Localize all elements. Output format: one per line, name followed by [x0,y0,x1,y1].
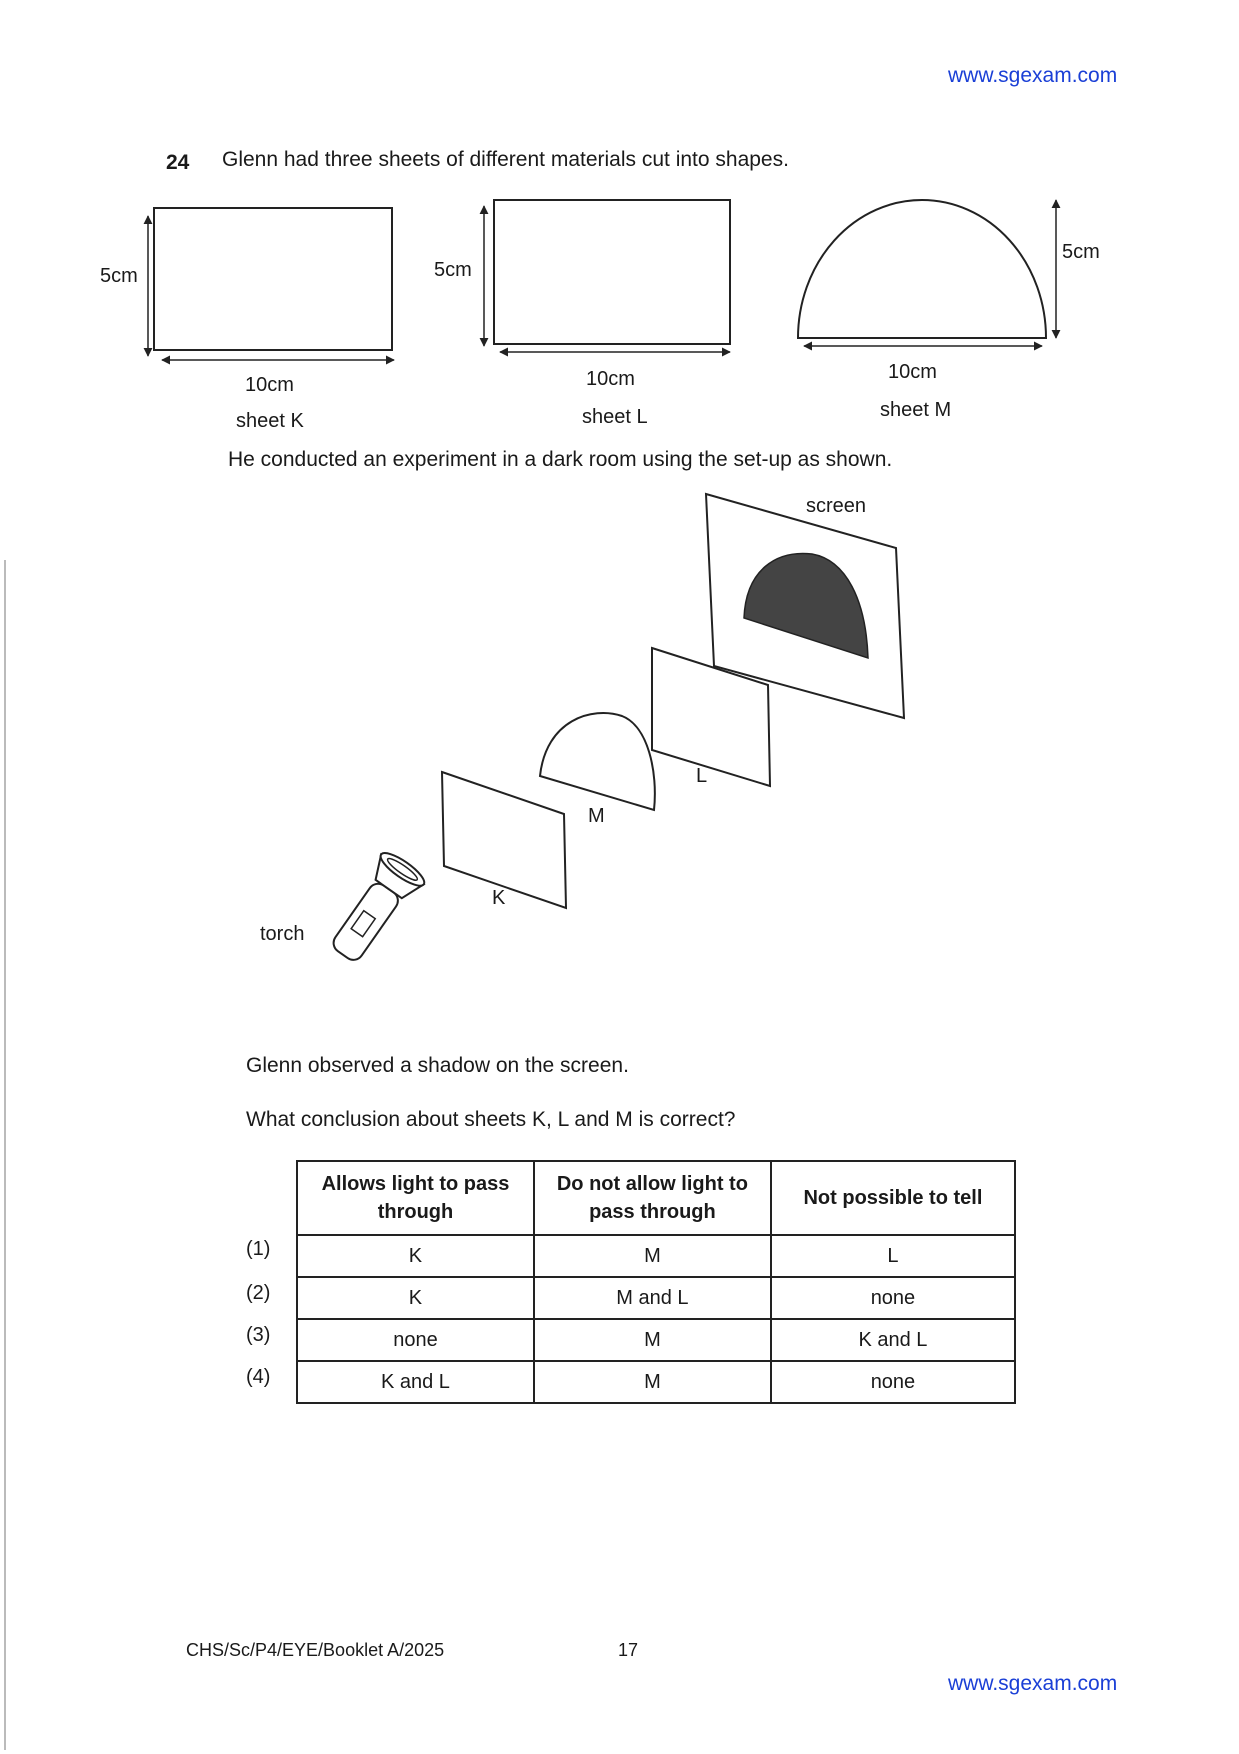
header-allows-light: Allows light to pass through [297,1161,534,1235]
table-row-4[interactable] [297,1361,1015,1403]
sheet-m-width-label: 10cm [888,361,937,383]
setup-label-k: K [492,887,506,909]
setup-sheet-k [442,772,566,909]
sheet-m-figure [798,200,1100,421]
option-2-label[interactable]: (2) [246,1282,271,1304]
sheet-k-width-label: 10cm [245,374,294,396]
header-does-not-allow-light: Do not allow light to pass through [534,1161,771,1235]
question-number: 24 [166,151,190,174]
table-cell: M [534,1235,771,1277]
setup-text: He conducted an experiment in a dark room using the set-up as shown. [228,448,893,471]
table-cell: K and L [297,1361,534,1403]
sheet-l-name: sheet L [582,406,648,428]
footer-website-link[interactable]: www.sgexam.com [948,1672,1118,1695]
option-1-label[interactable]: (1) [246,1238,271,1260]
table-row-1[interactable] [297,1235,1015,1277]
table-cell: M and L [534,1277,771,1319]
torch-figure [260,848,428,970]
sheet-k-figure [100,208,394,432]
table-cell: L [771,1235,1015,1277]
table-cell: K and L [771,1319,1015,1361]
footer-code: CHS/Sc/P4/EYE/Booklet A/2025 [186,1640,445,1660]
table-cell: none [771,1277,1015,1319]
table-cell: M [534,1361,771,1403]
option-3-label[interactable]: (3) [246,1324,271,1346]
table-cell: none [297,1319,534,1361]
setup-sheet-m [540,713,655,827]
observation-text: Glenn observed a shadow on the screen. [246,1054,629,1077]
header-website-link[interactable]: www.sgexam.com [948,64,1118,87]
screen-label: screen [806,495,867,517]
table-cell: K [297,1277,534,1319]
question-prompt: What conclusion about sheets K, L and M is correct? [246,1108,736,1131]
setup-label-m: M [588,805,605,827]
sheet-l-height-label: 5cm [434,259,472,281]
table-row-3[interactable] [297,1319,1015,1361]
sheet-l-width-label: 10cm [586,368,635,390]
sheet-l-figure [434,200,730,428]
sheet-m-name: sheet M [880,399,952,421]
sheet-k-height-label: 5cm [100,265,138,287]
table-cell: M [534,1319,771,1361]
setup-diagram [0,480,1239,1040]
table-cell: none [771,1361,1015,1403]
table-cell: K [297,1235,534,1277]
page-number: 17 [618,1640,639,1660]
question-intro: Glenn had three sheets of different materials cut into shapes. [222,148,789,171]
sheets-diagram [0,180,1239,440]
header-not-possible: Not possible to tell [771,1161,1015,1235]
setup-label-l: L [696,765,708,787]
torch-label: torch [260,923,305,945]
sheet-k-name: sheet K [236,410,304,432]
answer-table [296,1160,1016,1404]
option-4-label[interactable]: (4) [246,1366,271,1388]
table-row-2[interactable] [297,1277,1015,1319]
sheet-m-height-label: 5cm [1062,241,1100,263]
